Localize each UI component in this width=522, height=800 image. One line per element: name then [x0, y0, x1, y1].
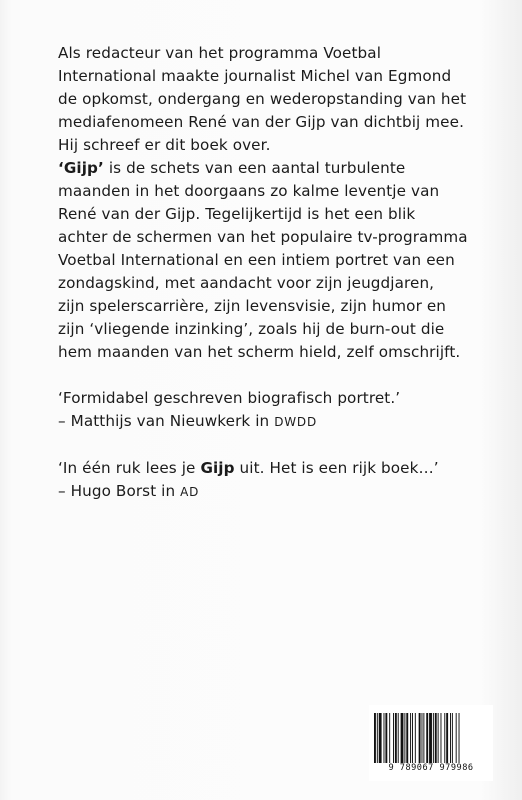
back-cover-text: [58, 42, 478, 504]
blurb-line: International maakte journalist Michel van Egmond: [58, 67, 452, 85]
quote-source: AD: [180, 485, 200, 499]
blurb-line: hem maanden van het scherm hield, zelf omschrijft.: [58, 343, 461, 361]
blurb-line: de opkomst, ondergang en wederopstanding van het: [58, 90, 467, 108]
blurb-line: zijn ‘vliegende inzinking’, zoals hij de burn-out die: [58, 320, 445, 338]
quote-author: – Hugo Borst in: [58, 482, 181, 500]
blurb-line: Als redacteur van het programma Voetbal: [58, 44, 382, 62]
book-title: Gijp: [200, 459, 235, 477]
quote-text-start: ‘In één ruk lees je: [58, 459, 201, 477]
blurb-line: maanden in het doorgaans zo kalme leventje van: [58, 182, 440, 200]
quote-text: [58, 457, 478, 480]
isbn-number: 9 789067 979986: [388, 763, 474, 773]
blurb-line: René van der Gijp. Tegelijkertijd is het een blik: [58, 205, 416, 223]
quote-author: – Matthijs van Nieuwkerk in: [58, 412, 275, 430]
review-quote-2: [58, 457, 478, 504]
isbn-barcode: [369, 705, 493, 781]
book-title: ‘Gijp’: [58, 159, 104, 177]
blurb-line: mediafenomeen René van der Gijp van dichtbij mee.: [58, 113, 464, 131]
blurb-line: Hij schreef er dit boek over.: [58, 136, 271, 154]
blurb-line: achter de schermen van het populaire tv-programma: [58, 228, 468, 246]
blurb-line-rest: is de schets van een aantal turbulente: [103, 159, 406, 177]
blurb-paragraph-1: [58, 42, 478, 157]
quote-source: DWDD: [274, 415, 317, 429]
review-quote-1: [58, 387, 478, 434]
blurb-line: zondagskind, met aandacht voor zijn jeugdjaren,: [58, 274, 435, 292]
quote-attribution: [58, 410, 478, 434]
quote-text-end: uit. Het is een rijk boek…’: [234, 459, 439, 477]
quote-attribution: [58, 480, 478, 504]
blurb-paragraph-2: [58, 157, 478, 364]
quote-text: ‘Formidabel geschreven biografisch portret.’: [58, 389, 401, 407]
blurb-line: Voetbal International en een intiem portret van een: [58, 251, 455, 269]
barcode-bars: [372, 713, 490, 763]
blurb-line: zijn spelerscarrière, zijn levensvisie, zijn humor en: [58, 297, 447, 315]
blurb-line: [58, 157, 478, 180]
